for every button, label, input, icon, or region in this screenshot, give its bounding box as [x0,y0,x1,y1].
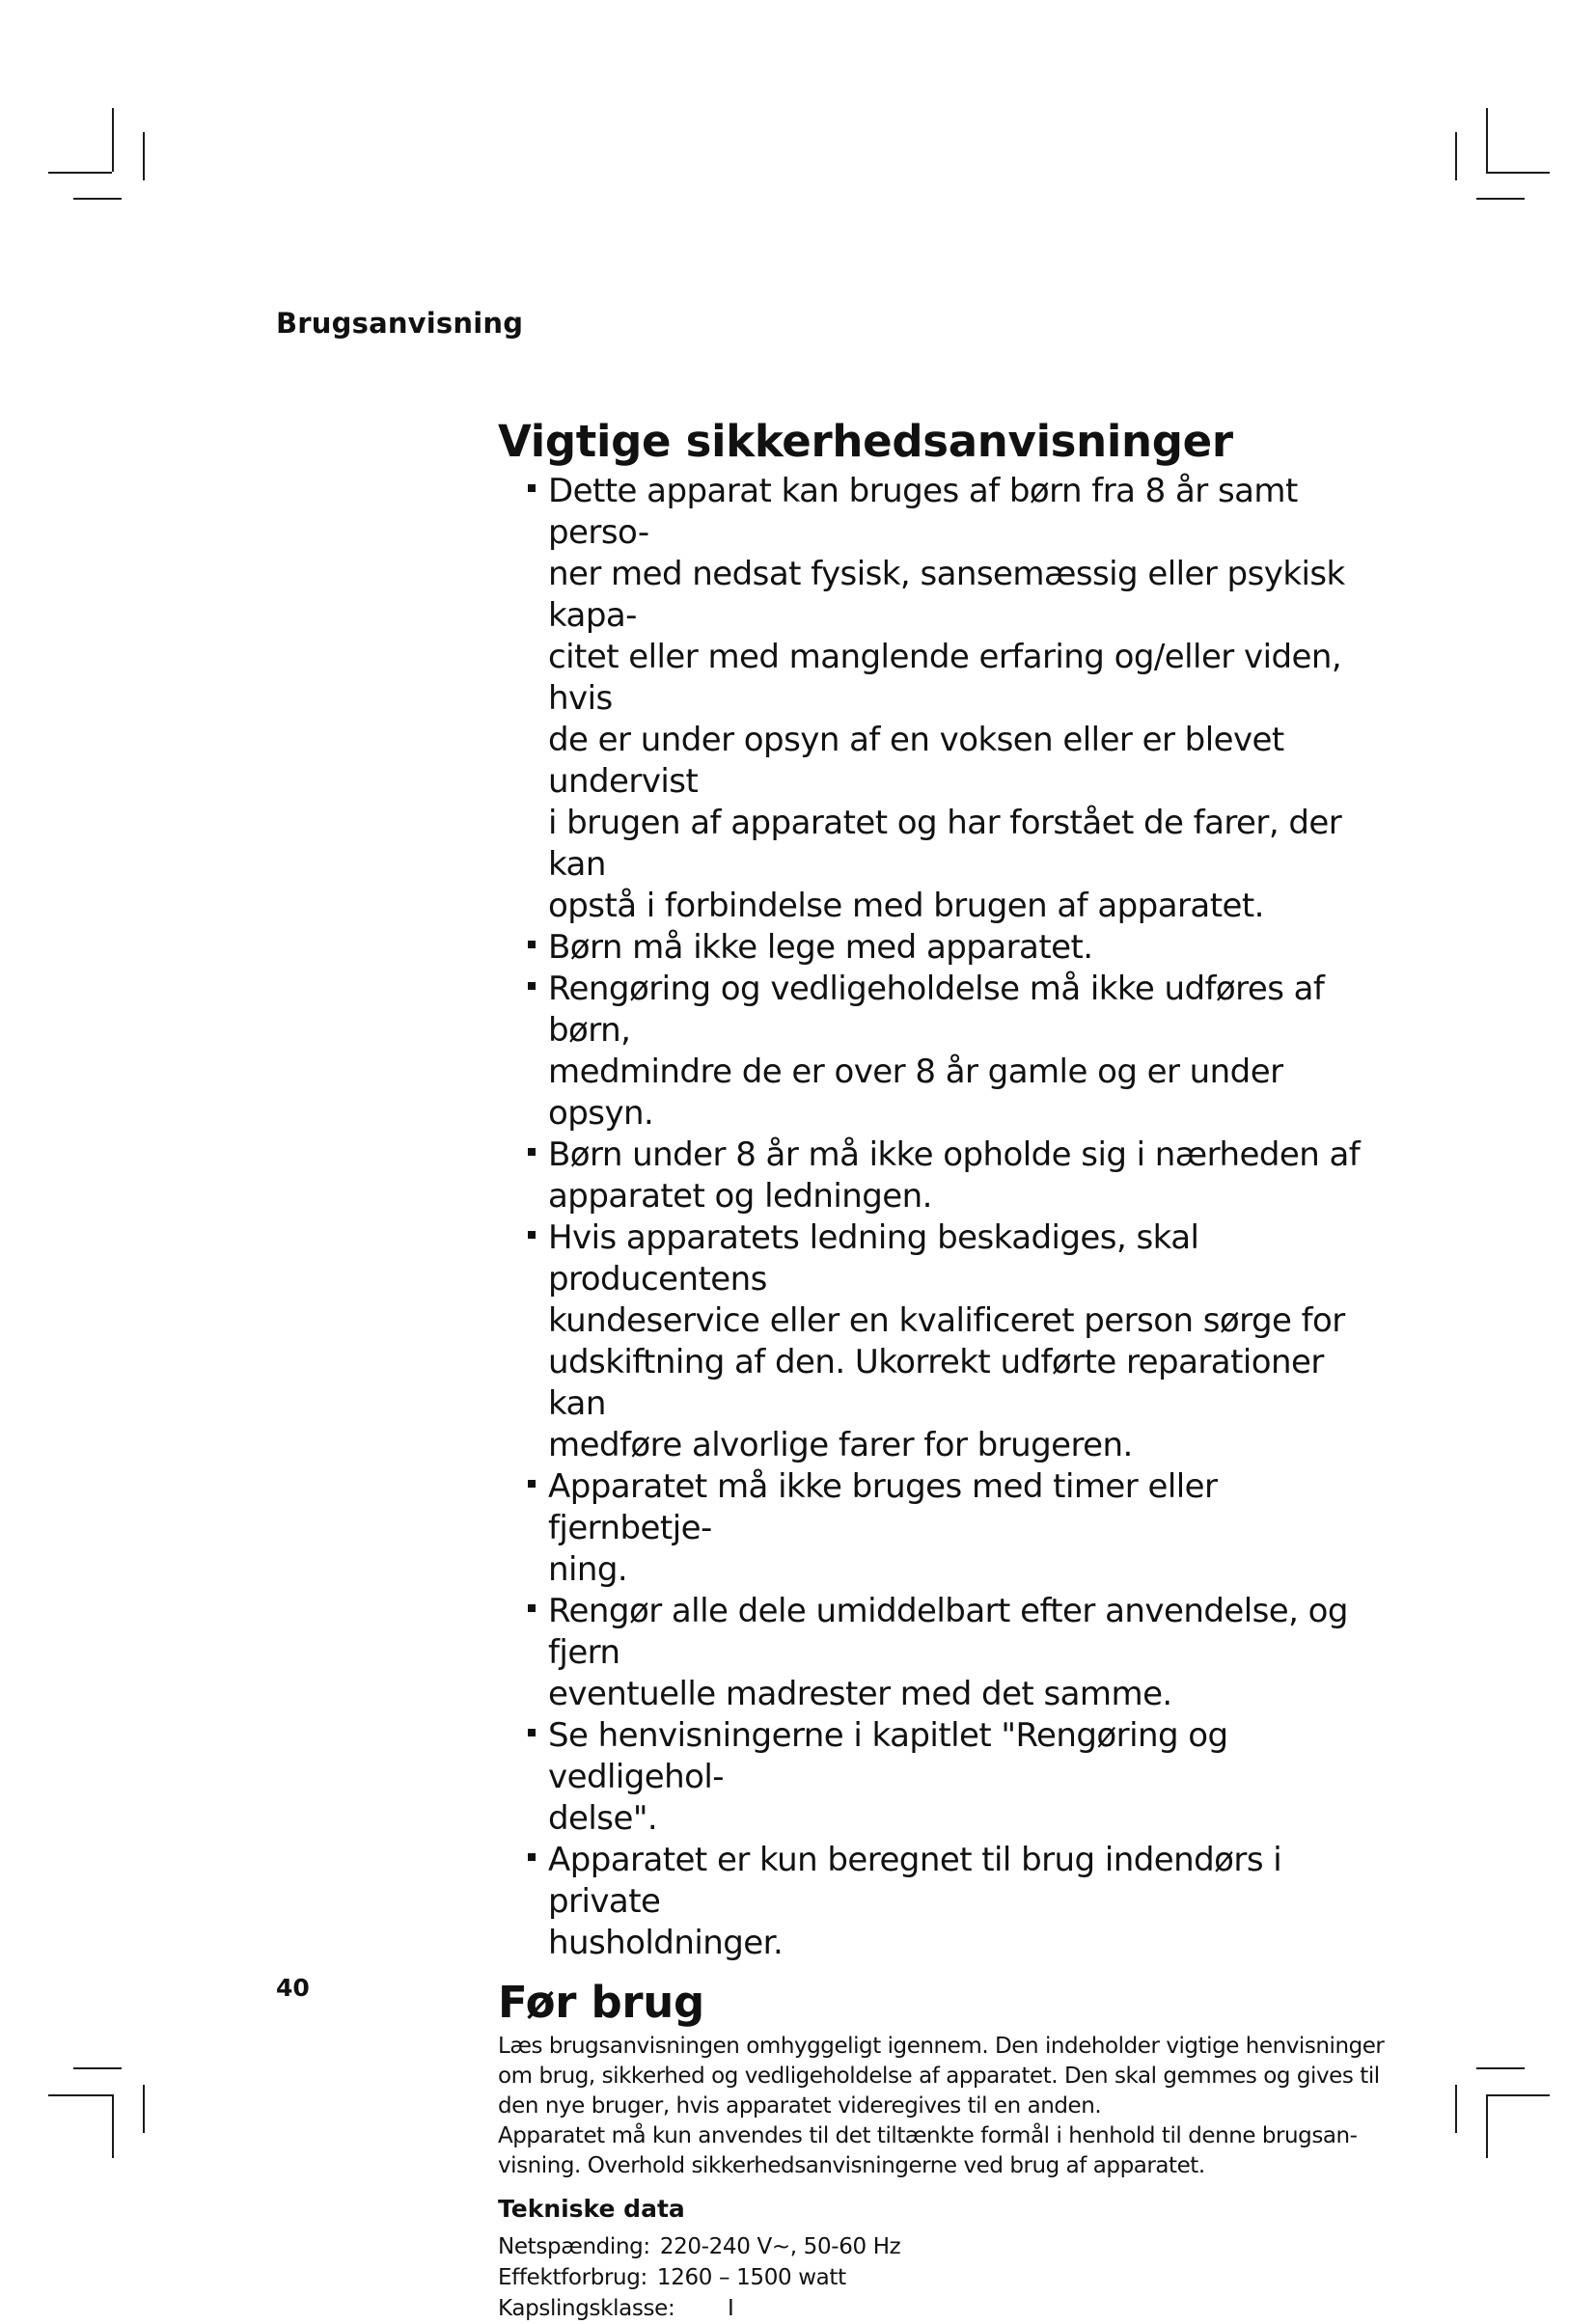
safety-item-line: Dette apparat kan bruges af børn fra 8 år samt perso- [548,472,1298,552]
safety-item-line: delse". [548,1799,658,1838]
safety-item-line: i brugen af apparatet og har forstået de farer, der kan [548,804,1342,884]
safety-item-line: Se henvisningerne i kapitlet "Rengøring og vedligehol- [548,1716,1228,1796]
safety-item-line: medføre alvorlige farer for brugeren. [548,1426,1133,1464]
technical-data-value: I [728,2296,734,2321]
bullet-square-icon [528,1148,536,1156]
safety-item-line: Børn må ikke lege med apparatet. [548,928,1093,967]
bullet-square-icon [528,1853,536,1861]
technical-data-label: Kapslingsklasse: [498,2296,675,2321]
safety-item [527,1591,1386,1715]
safety-title: Vigtige sikkerhedsanvisninger [498,416,1233,467]
crop-mark [1486,2094,1550,2096]
safety-list [498,471,1386,1964]
before-use-title: Før brug [498,1977,704,2028]
safety-item [527,969,1386,1135]
bullet-square-icon [528,982,536,990]
technical-data-value: 220-240 V~, 50-60 Hz [659,2234,901,2259]
safety-item-line: eventuelle madrester med det samme. [548,1675,1172,1713]
crop-mark [1486,108,1488,172]
crop-mark [1455,132,1457,180]
safety-item-line: Apparatet må ikke bruges med timer eller fjernbetje- [548,1467,1218,1547]
before-use-paragraph-1 [498,2032,1386,2121]
safety-item-line: apparatet og ledningen. [548,1177,932,1216]
safety-item-line: Rengøring og vedligeholdelse må ikke udføres af børn, [548,970,1325,1050]
bullet-square-icon [528,1231,536,1239]
bullet-square-icon [528,1480,536,1488]
safety-item-line: Børn under 8 år må ikke opholde sig i nærheden af [548,1135,1361,1174]
technical-data-row [498,2262,1386,2293]
safety-item-line: udskiftning af den. Ukorrekt udførte reparationer kan [548,1343,1324,1423]
safety-item-line: opstå i forbindelse med brugen af apparatet. [548,887,1264,925]
page-number: 40 [276,1974,310,2002]
crop-mark [73,2067,122,2069]
safety-item-line: ner med nedsat fysisk, sansemæssig eller psykisk kapa- [548,555,1345,635]
crop-mark [1476,198,1525,200]
paragraph-line: den nye bruger, hvis apparatet videregives til en anden. [498,2093,1102,2119]
safety-item [527,1217,1386,1466]
technical-data-value: 1260 – 1500 watt [656,2265,846,2290]
safety-item [527,1135,1386,1217]
crop-mark [48,2094,112,2096]
crop-mark [1455,2085,1457,2133]
crop-mark [73,198,122,200]
paragraph-line: Apparatet må kun anvendes til det tiltænkte formål i henhold til denne brugsan- [498,2123,1358,2148]
safety-item-line: Hvis apparatets ledning beskadiges, skal producentens [548,1218,1199,1299]
crop-mark [143,2085,145,2133]
paragraph-line: om brug, sikkerhed og vedligeholdelse af apparatet. Den skal gemmes og gives til [498,2064,1380,2089]
main-content [498,413,1386,2324]
technical-data-row [498,2293,1386,2324]
technical-data-label: Netspænding: [498,2234,650,2259]
safety-item-line: citet eller med manglende erfaring og/eller viden, hvis [548,638,1342,718]
technical-data-row [498,2231,1386,2262]
safety-item [527,1840,1386,1964]
safety-item-line: Rengør alle dele umiddelbart efter anvendelse, og fjern [548,1592,1348,1672]
bullet-square-icon [528,484,536,492]
crop-mark [112,2094,114,2158]
safety-item [527,1715,1386,1840]
safety-item-line: ning. [548,1550,628,1589]
paragraph-line: Læs brugsanvisningen omhyggeligt igennem. Den indeholder vigtige henvisninger [498,2034,1385,2059]
technical-data-label: Effektforbrug: [498,2265,647,2290]
technical-data-table [498,2231,1386,2324]
safety-item-line: medmindre de er over 8 år gamle og er under opsyn. [548,1053,1283,1133]
before-use-paragraph-2 [498,2121,1386,2181]
crop-mark [112,108,114,172]
bullet-square-icon [528,1729,536,1736]
safety-item-line: kundeservice eller en kvalificeret person sørge for [548,1301,1345,1340]
safety-item [527,927,1386,969]
bullet-square-icon [528,1604,536,1612]
safety-item-line: Apparatet er kun beregnet til brug indendørs i private [548,1841,1282,1921]
crop-mark [1486,172,1550,174]
safety-item [527,471,1386,927]
safety-item-line: de er under opsyn af en voksen eller er blevet undervist [548,721,1284,801]
crop-mark [1486,2094,1488,2158]
running-header: Brugsanvisning [276,307,524,340]
paragraph-line: visning. Overhold sikkerhedsanvisningerne ved brug af apparatet. [498,2153,1205,2178]
safety-item-line: husholdninger. [548,1924,784,1962]
crop-mark [1476,2067,1525,2069]
safety-item [527,1466,1386,1591]
technical-data-heading: Tekniske data [498,2195,685,2223]
bullet-square-icon [528,941,536,948]
crop-mark [48,172,112,174]
crop-mark [143,132,145,180]
